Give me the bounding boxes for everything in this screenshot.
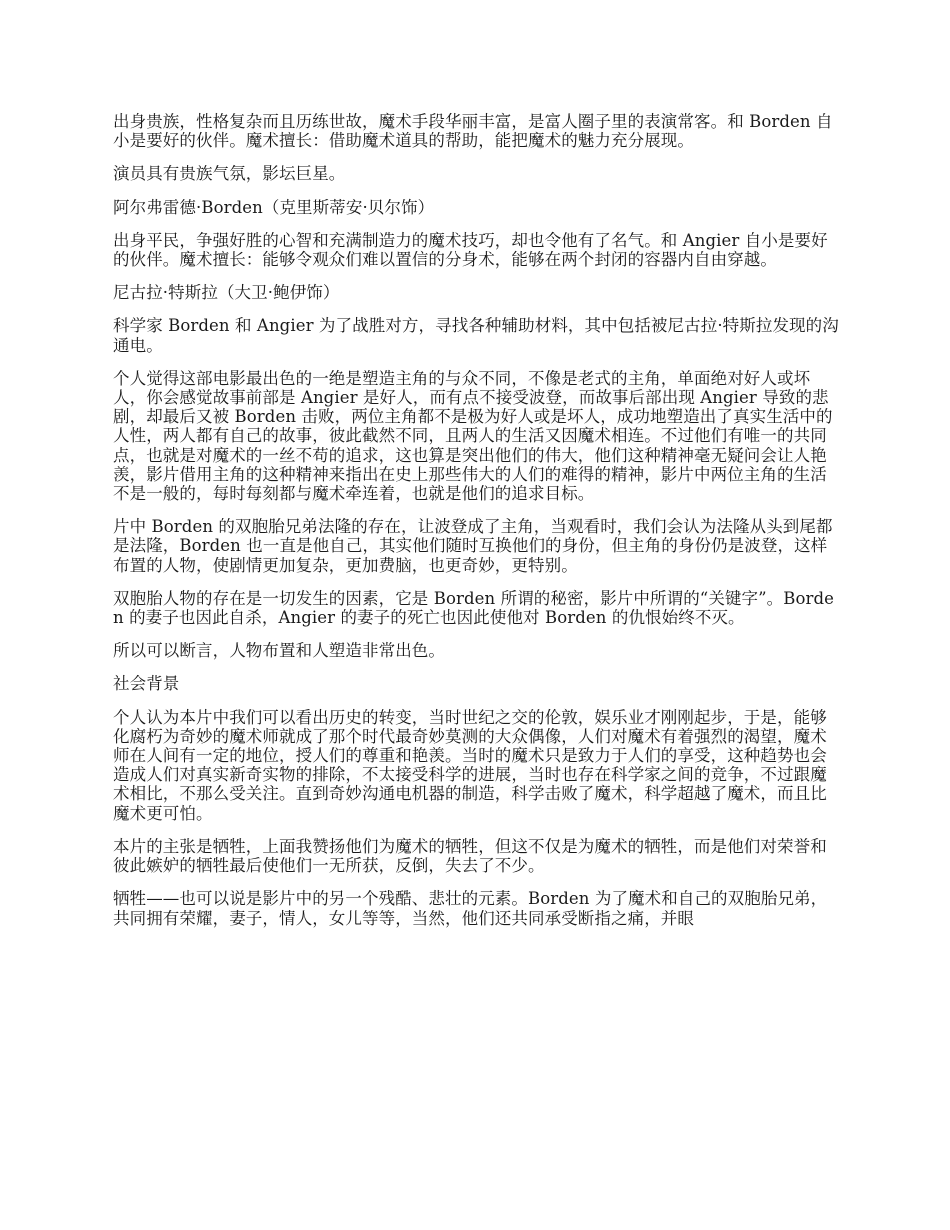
paragraph-history-shift: 个人认为本片中我们可以看出历史的转变，当时世纪之交的伦敦，娱乐业才刚刚起步，于是，能够化腐朽为奇妙的魔术师就成了那个时代最奇妙莫测的大众偶像，人们对魔术有着强烈的渴望，魔术师在人间有一定的地位，授人们的尊重和艳羡。当时的魔术只是致力于人们的享受，这种趋势也会造成人们对真实新奇实物的排除，不太接受科学的进展，当时也存在科学家之间的竞争，不过跟魔术相比，不那么受关注。直到奇妙沟通电机器的制造，科学击败了魔术，科学超越了魔术，而且比魔术更可怕。 xyxy=(113,707,827,823)
document-body xyxy=(113,112,841,942)
paragraph-conclusion: 所以可以断言，人物布置和人塑造非常出色。 xyxy=(113,641,445,661)
paragraph-twin-secret: 双胞胎人物的存在是一切发生的因素，它是 Borden 所谓的秘密，影片中所谓的“关键字”。Borden 的妻子也因此自杀，Angier 的妻子的死亡也因此使他对 Borden 的仇恨始终不灭。 xyxy=(113,588,835,628)
paragraph-tesla-description: 科学家 Borden 和 Angier 为了战胜对方，寻找各种辅助材料，其中包括被尼古拉·特斯拉发现的沟通电。 xyxy=(113,316,839,355)
paragraph-sacrifice-element: 牺牲——也可以说是影片中的另一个残酷、悲壮的元素。Borden 为了魔术和自己的双胞胎兄弟，共同拥有荣耀，妻子，情人，女儿等等，当然，他们还共同承受断指之痛，并眼 xyxy=(113,889,828,928)
paragraph-borden-background: 出身平民，争强好胜的心智和充满制造力的魔术技巧，却也令他有了名气。和 Angier 自小是要好的伙伴。魔术擅长：能够令观众们难以置信的分身术，能够在两个封闭的容器内自由穿越。 xyxy=(113,230,828,270)
paragraph-character-analysis: 个人觉得这部电影最出色的一绝是塑造主角的与众不同，不像是老式的主角，单面绝对好人或坏人，你会感觉故事前部是 Angier 是好人，而有点不接受波登，而故事后部出现 Angier 导致的悲剧，却最后又被 Borden 击败，两位主角都不是极为好人或是坏人，成功地塑造出了真实生活中的人性，两人都有自己的故事，彼此截然不同，且两人的生活又因魔术相连。不过他们有唯一的共同点，也就是对魔术的一丝不苟的追求，这也算是突出他们的伟大，他们这种精神毫无疑问会让人艳羡，影片借用主角的这种精神来指出在史上那些伟大的人们的难得的精神，影片中两位主角的生活不是一般的，每时每刻都与魔术牵连着，也就是他们的追求目标。 xyxy=(113,368,833,504)
paragraph-twin-brother: 片中 Borden 的双胞胎兄弟法隆的存在，让波登成了主角，当观看时，我们会认为法隆从头到尾都是法隆，Borden 也一直是他自己，其实他们随时互换他们的身份，但主角的身份仍是波登，这样布置的人物，使剧情更加复杂，更加费脑，也更奇妙，更特别。 xyxy=(113,517,833,575)
paragraph-angier-background: 出身贵族，性格复杂而且历练世故，魔术手段华丽丰富，是富人圈子里的表演常客。和 Borden 自小是要好的伙伴。魔术擅长：借助魔术道具的帮助，能把魔术的魅力充分展现。 xyxy=(113,112,833,151)
paragraph-borden-heading: 阿尔弗雷德·Borden（克里斯蒂安·贝尔饰） xyxy=(113,197,435,217)
paragraph-actor-note: 演员具有贵族气氛，影坛巨星。 xyxy=(113,164,346,184)
section-heading-social-background: 社会背景 xyxy=(113,674,180,694)
paragraph-tesla-heading: 尼古拉·特斯拉（大卫·鲍伊饰） xyxy=(113,283,340,303)
paragraph-sacrifice-theme: 本片的主张是牺牲，上面我赞扬他们为魔术的牺牲，但这不仅是为魔术的牺牲，而是他们对荣誉和彼此嫉妒的牺牲最后使他们一无所获，反倒，失去了不少。 xyxy=(113,836,827,876)
